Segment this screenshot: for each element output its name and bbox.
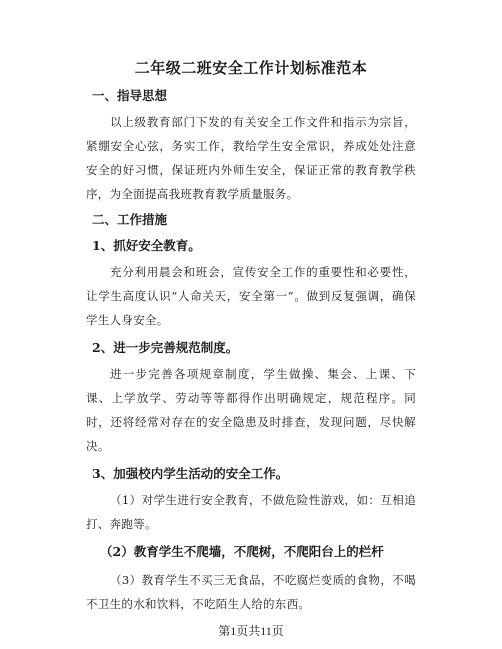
document-title: 二年级二班安全工作计划标准范本	[134, 59, 368, 77]
subheading-campus-activity-safety: 3、加强校内学生活动的安全工作。	[92, 466, 289, 481]
subheading-improve-rules: 2、进一步完善规范制度。	[92, 340, 239, 355]
paragraph-activity-item-3: （3）教育学生不买三无食品，不吃腐烂变质的食物，不喝不卫生的水和饮料，不吃陌生人给的东西。	[86, 573, 416, 611]
paragraph-safety-education: 充分利用晨会和班会，宣传安全工作的重要性和必要性，让学生高度认识“人命关天，安全第一”。做到反复强调，确保学生人身安全。	[86, 265, 416, 327]
section-heading-work-measures: 二、工作措施	[92, 212, 168, 227]
paragraph-activity-item-1: （1）对学生进行安全教育，不做危险性游戏，如：互相追打、奔跑等。	[86, 493, 416, 531]
document-body	[86, 58, 416, 616]
page-footer: 第1页共11页	[218, 624, 284, 638]
paragraph-improve-rules: 进一步完善各项规章制度，学生做操、集会、上课、下课、上学放学、劳动等等都得作出明确规定，规范程序。同时，还将经常对存在的安全隐患及时排查，发现问题，尽快解决。	[86, 367, 416, 453]
subheading-safety-education: 1、抓好安全教育。	[92, 238, 201, 253]
subheading-activity-item-2: （2）教育学生不爬墙，不爬树，不爬阳台上的栏杆	[100, 544, 384, 559]
paragraph-guiding-ideology: 以上级教育部门下发的有关安全工作文件和指示为宗旨，紧绷安全心弦，务实工作，教给学生安全常识，养成处处注意安全的好习惯，保证班内外师生安全，保证正常的教育教学秩序，为全面提高我班教育教学质量服务。	[86, 115, 416, 201]
section-heading-guiding-ideology: 一、指导思想	[92, 88, 168, 103]
